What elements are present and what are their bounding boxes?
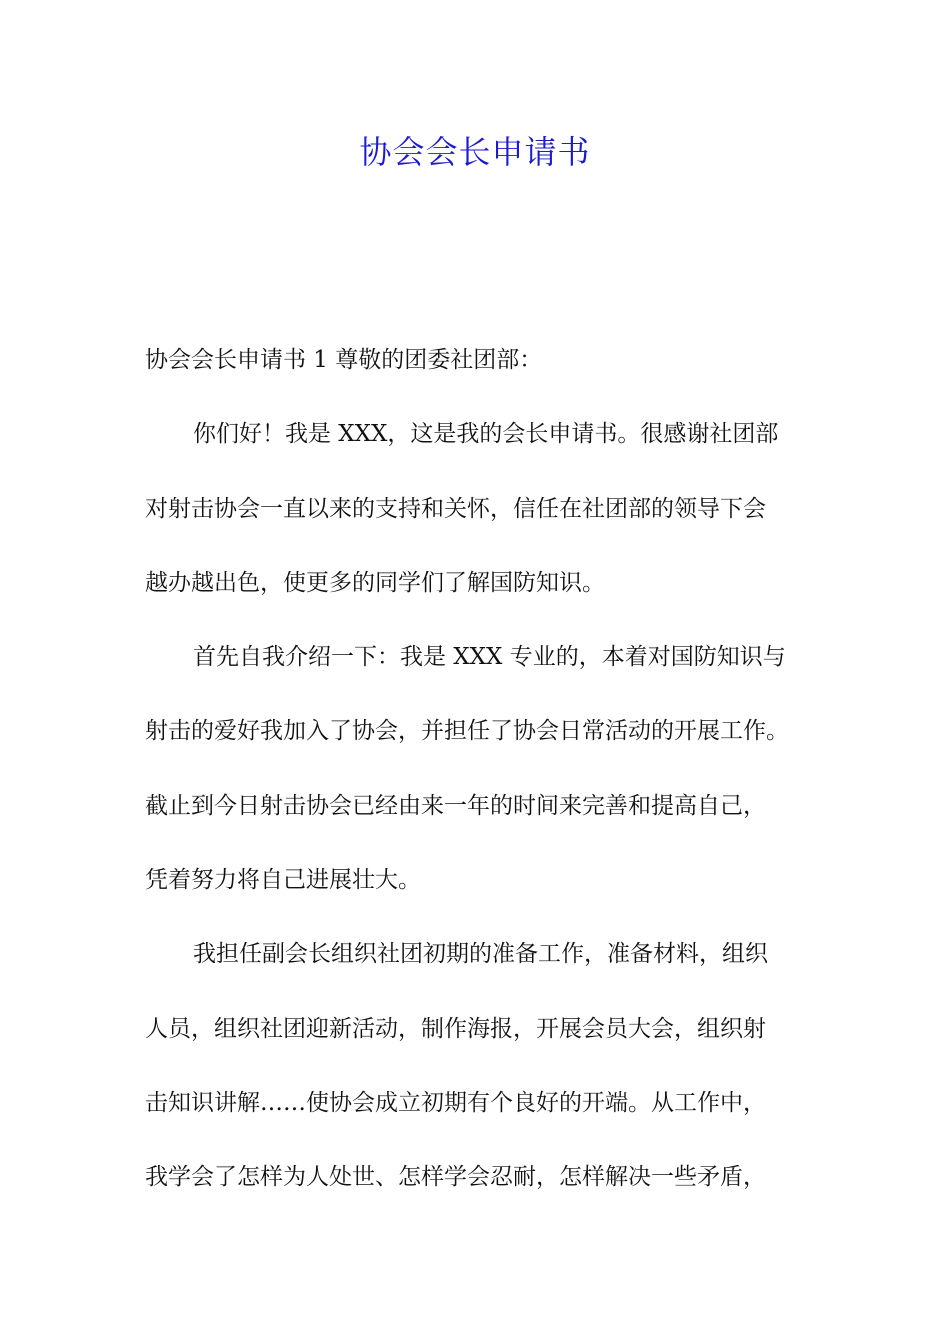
body-line: 协会会长申请书 1 尊敬的团委社团部： <box>145 347 543 373</box>
body-line: 人员，组织社团迎新活动，制作海报，开展会员大会，组织射 <box>145 1015 766 1042</box>
document-body <box>145 338 845 1230</box>
document-title: 协会会长申请书 <box>359 133 591 171</box>
body-line: 我担任副会长组织社团初期的准备工作，准备材料，组织 <box>193 941 768 968</box>
body-line: 截止到今日射击协会已经由来一年的时间来完善和提高自己， <box>145 792 766 819</box>
body-line: 你们好！我是 XXX，这是我的会长申请书。很感谢社团部 <box>193 421 779 448</box>
body-line: 我学会了怎样为人处世、怎样学会忍耐，怎样解决一些矛盾， <box>145 1164 766 1191</box>
body-line: 对射击协会一直以来的支持和关怀，信任在社团部的领导下会 <box>145 495 766 522</box>
body-line: 越办越出色，使更多的同学们了解国防知识。 <box>145 569 605 596</box>
body-line: 凭着努力将自己进展壮大。 <box>145 867 421 894</box>
body-line: 击知识讲解……使协会成立初期有个良好的开端。从工作中， <box>145 1089 766 1116</box>
body-line: 射击的爱好我加入了协会，并担任了协会日常活动的开展工作。 <box>145 718 789 745</box>
body-line: 首先自我介绍一下：我是 XXX 专业的，本着对国防知识与 <box>193 644 786 671</box>
